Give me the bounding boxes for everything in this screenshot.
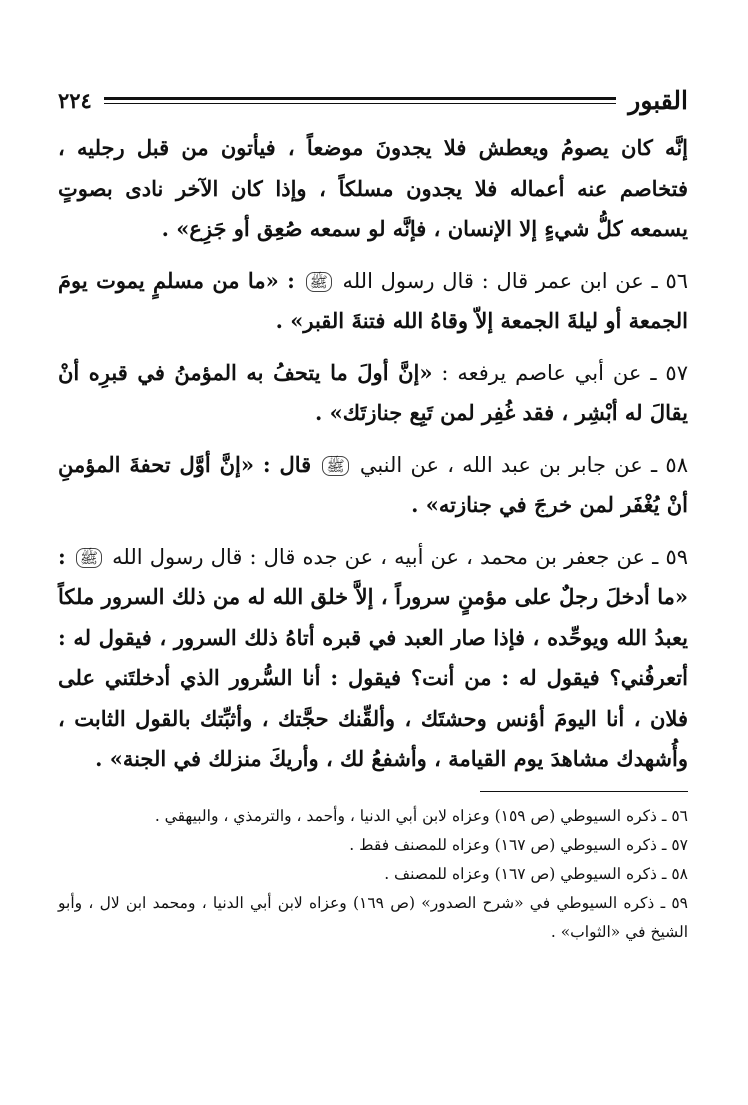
hadith-number: ٥٨ ـ	[651, 452, 688, 477]
hadith-text: قال : «إنَّ أوَّل تحفةَ المؤمنِ أنْ يُغْفَر لمن خرجَ في جنازته» .	[58, 451, 688, 517]
footnote-59: ٥٩ ـ ذكره السيوطي في «شرح الصدور» (ص ١٦٩) وعزاه لابن أبي الدنيا ، ومحمد ابن لال ، وأبو الشيخ في «الثواب» .	[58, 893, 688, 941]
chapter-title: القبور	[628, 85, 688, 115]
hadith-number: ٥٩ ـ	[652, 544, 688, 569]
hadith-narration: عن جابر بن عبد الله ، عن النبي	[359, 452, 643, 477]
hadith-narration: عن ابن عمر قال : قال رسول الله	[342, 268, 644, 293]
pbuh-seal-icon: ﷺ	[322, 456, 348, 476]
footnote-58: ٥٨ ـ ذكره السيوطي (ص ١٦٧) وعزاه للمصنف .	[384, 864, 688, 883]
document-page	[58, 80, 688, 947]
hadith-text: «إنَّ أولَ ما يتحفُ به المؤمنُ في قبرِه أنْ يقالَ له أبْشِر ، فقد غُفِر لمن تَبِع جنازتَك» .	[58, 359, 688, 425]
body-text	[58, 128, 688, 780]
hadith-text: : «ما من مسلمٍ يموت يومَ الجمعة أو ليلةَ الجمعة إلاّ وقاهُ الله فتنةَ القبر» .	[58, 267, 688, 333]
footnote-56: ٥٦ ـ ذكره السيوطي (ص ١٥٩) وعزاه لابن أبي الدنيا ، وأحمد ، والترمذي ، والبيهقي .	[154, 806, 688, 825]
hadith-57	[58, 353, 688, 434]
hadith-number: ٥٧ ـ	[650, 360, 688, 385]
footnote-divider	[480, 791, 688, 792]
hadith-narration: عن أبي عاصم يرفعه :	[441, 360, 642, 385]
hadith-56	[58, 261, 688, 342]
header-rule	[104, 97, 616, 104]
page-number: ٢٢٤	[58, 87, 92, 113]
pbuh-seal-icon: ﷺ	[76, 548, 102, 568]
hadith-58	[58, 445, 688, 526]
pbuh-seal-icon: ﷺ	[306, 272, 332, 292]
footnote-57: ٥٧ ـ ذكره السيوطي (ص ١٦٧) وعزاه للمصنف فقط .	[349, 835, 688, 854]
hadith-text: : «ما أدخلَ رجلٌ على مؤمنٍ سروراً ، إلاَّ خلق الله له من ذلك السرور ملكاً يعبدُ الله ويوحِّده ، فإذا صار العبد في قبره أتاهُ ذلك السرور ، فيقول له : أتعرفُني؟ فيقول له : من أنت؟ فيقول : أنا السُّرور الذي أدخلتَني على فلان ، أنا اليومَ أؤنس وحشتَك ، وألقِّنك حجَّتك ، وأثبِّتك بالقول الثابت ، وأُشهدك مشاهدَ يوم القيامة ، وأشفعُ لك ، وأريكَ منزلك في الجنة» .	[58, 543, 688, 771]
footnotes	[58, 802, 688, 947]
continuation-paragraph: إنَّه كان يصومُ ويعطش فلا يجدونَ موضعاً ، فيأتون من قبل رجليه ، فتخاصم عنه أعماله فلا يجدون مسلكاً ، وإذا كان الآخر نادى بصوتٍ يسمعه كلُّ شيءٍ إلا الإنسان ، فإنَّه لو سمعه صُعِق أو جَزِع» .	[58, 135, 688, 241]
hadith-number: ٥٦ ـ	[651, 268, 688, 293]
hadith-59	[58, 537, 688, 780]
hadith-narration: عن جعفر بن محمد ، عن أبيه ، عن جده قال : قال رسول الله	[112, 544, 646, 569]
page-header	[58, 80, 688, 120]
